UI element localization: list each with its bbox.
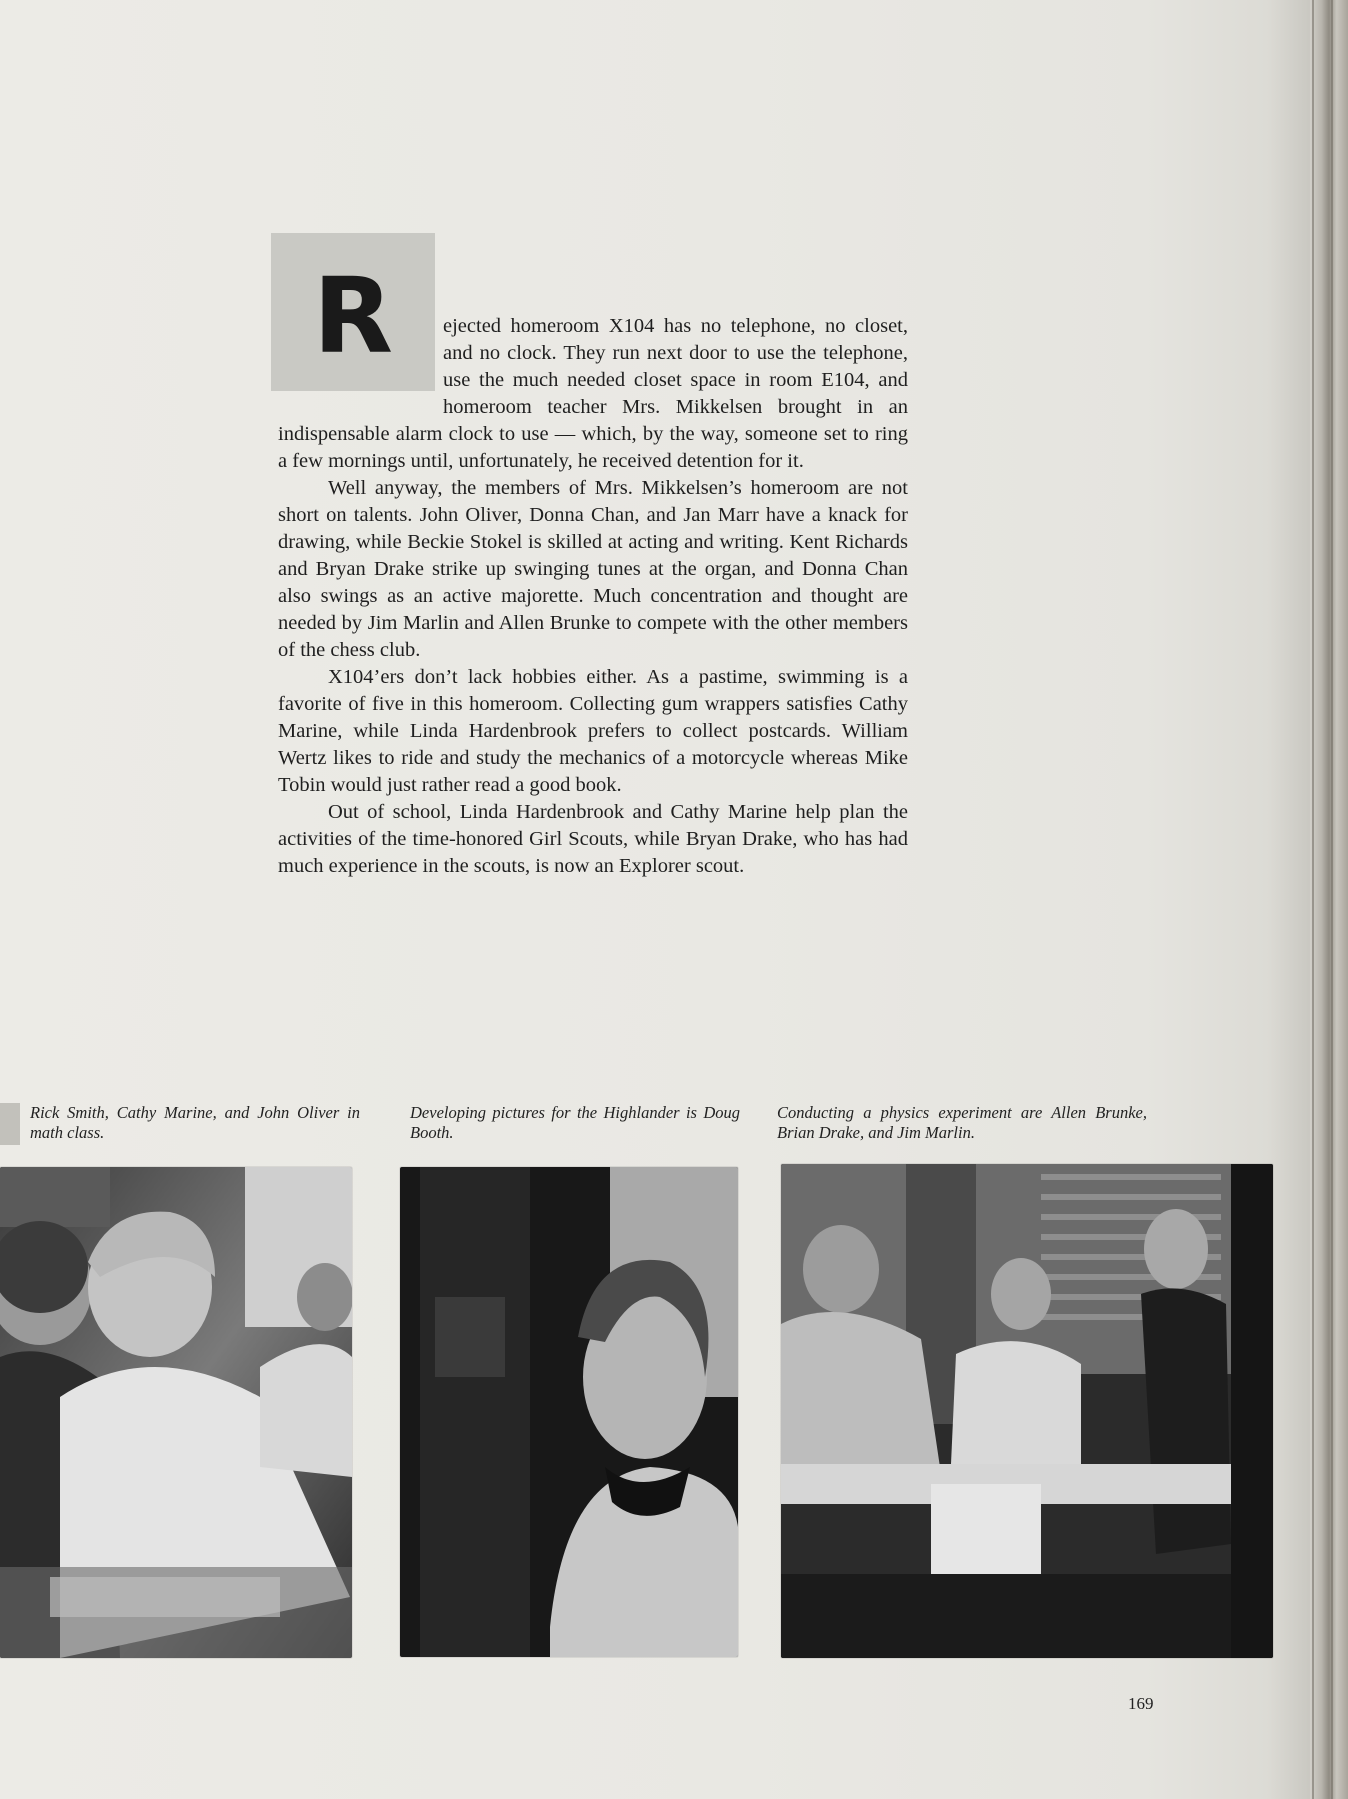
article-text — [278, 233, 908, 1003]
photo-caption-3: Conducting a physics experiment are Allen Brunke, Brian Drake, and Jim Marlin. — [777, 1103, 1147, 1142]
darkroom-photo — [400, 1167, 738, 1657]
math-class-photo — [0, 1167, 352, 1658]
article-paragraph: Out of school, Linda Hardenbrook and Cathy Marine help plan the activities of the time-honored Girl Scouts, while Bryan Drake, who has had much experience in the scouts, is now an Explorer scout. — [278, 801, 908, 877]
photo-caption-2: Developing pictures for the Highlander is Doug Booth. — [410, 1103, 740, 1142]
article-paragraph: Well anyway, the members of Mrs. Mikkelsen’s homeroom are not short on talents. John Oliver, Donna Chan, and Jan Marr have a knack for drawing, while Beckie Stokel is skilled at acting and writing. Kent Richards and Bryan Drake strike up swinging tunes at the organ, and Donna Chan also swings as an active majorette. Much concentration and thought are needed by Jim Marlin and Allen Brunke to compete with the other members of the chess club. — [278, 477, 908, 661]
photo-caption-1: Rick Smith, Cathy Marine, and John Oliver in math class. — [30, 1103, 360, 1142]
page-number: 169 — [1128, 1694, 1154, 1713]
drop-cap-letter: R — [312, 255, 394, 377]
caption-marker — [0, 1103, 20, 1145]
physics-experiment-photo — [781, 1164, 1273, 1658]
article-paragraph: X104’ers don’t lack hobbies either. As a pastime, swimming is a favorite of five in this homeroom. Collecting gum wrappers satisfies Cathy Marine, while Linda Hardenbrook prefers to collect postcards. William Wertz likes to ride and study the mechanics of a motorcycle whereas Mike Tobin would just rather read a good book. — [278, 666, 908, 796]
drop-cap-box — [271, 233, 435, 391]
page-edge-line — [1331, 0, 1333, 1799]
page-edge — [1310, 0, 1348, 1799]
page-edge-line — [1312, 0, 1314, 1799]
article-paragraph: ejected homeroom X104 has no telephone, no closet, and no clock. They run next door to use the telephone, use the much needed closet space in room E104, and homeroom teacher Mrs. Mikkelsen brought in an indispensable alarm clock to use — which, by the way, someone set to ring a few mornings until, unfortunately, he received detention for it. — [278, 315, 908, 472]
